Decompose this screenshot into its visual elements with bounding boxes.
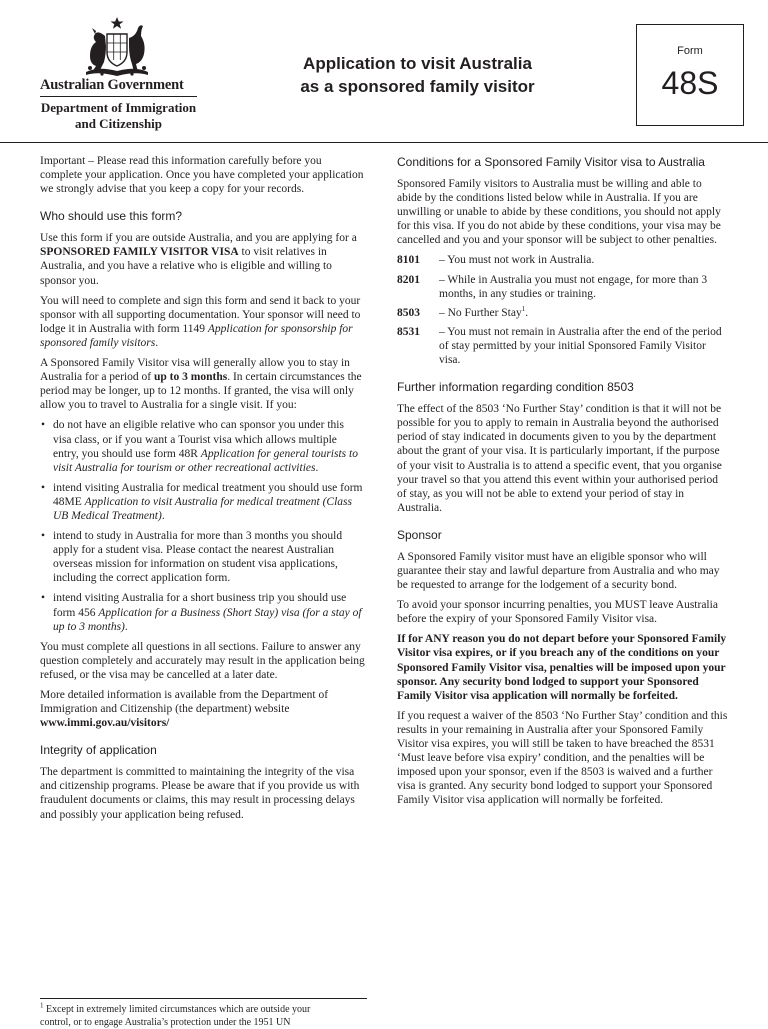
- bullet-icon: •: [41, 530, 46, 543]
- form-48r-title: Application for general tourists to visit Australia for tourism or other recreational activities: [53, 447, 358, 474]
- condition-code: 8531: [397, 325, 420, 338]
- sponsor-heading: Sponsor: [397, 527, 442, 542]
- condition-text: – You must not work in Australia.: [439, 254, 595, 267]
- list-item-end: .: [124, 620, 128, 633]
- more-info-paragraph: [40, 688, 365, 730]
- condition-code: 8201: [397, 273, 420, 286]
- left-column: [40, 154, 365, 828]
- form-title: [270, 52, 565, 98]
- list-item: [40, 481, 365, 523]
- who-heading: Who should use this form?: [40, 209, 183, 224]
- visa-name-bold: SPONSORED FAMILY VISITOR VISA: [40, 246, 239, 259]
- form-title-line-1: Application to visit Australia: [303, 54, 532, 73]
- who-p1-text: Use this form if you are outside Australia, and you are applying for a: [40, 232, 357, 245]
- waiver-paragraph: If you request a waiver of the 8503 ‘No Further Stay’ condition and this results in your remaining in Australia after your Sponsored Family Visitor visa expires, you will still be taken to have breached the 8531 ‘Must leave before visa expiry’ condition, and the penalties will be imposed upon your sponsor, even if the 8503 is waived and a further visa is granted. Any security bond lodged to support your Sponsored Family Visitor visa application will normally be forfeited.: [397, 709, 728, 807]
- list-item: [40, 418, 365, 474]
- footnote-line-2: control, or to engage Australia’s protection under the 1951 UN: [40, 1017, 291, 1028]
- intro-paragraph: Important – Please read this information carefully before you complete your application. Once you have completed your application we strongly advise that you keep a copy for your records.: [40, 155, 364, 196]
- further-info-heading: Further information regarding condition 8503: [397, 380, 634, 395]
- who-paragraph-3: [40, 356, 365, 412]
- form-number: 48S: [661, 65, 719, 101]
- who-paragraph-2: [40, 294, 365, 350]
- department-name-line-1: Department of Immigration: [40, 100, 197, 115]
- condition-code: 8101: [397, 254, 420, 267]
- footnote-text-1: Except in extremely limited circumstances which are outside your: [43, 1004, 311, 1015]
- condition-text: – While in Australia you must not engage, for more than 3 months, in any studies or training.: [439, 273, 708, 300]
- form-456-title: Application for a Business (Short Stay) visa (for a stay of up to 3 months): [53, 606, 362, 633]
- alternative-forms-list: [40, 418, 365, 633]
- list-item-end: .: [315, 461, 319, 474]
- stay-period-bold: up to 3 months: [154, 371, 228, 384]
- list-item: [40, 529, 365, 585]
- form-48me-title: Application to visit Australia for medical treatment (Class UB Medical Treatment): [53, 495, 352, 522]
- condition-8531: [397, 325, 729, 367]
- condition-text: – No Further Stay: [439, 306, 522, 319]
- bullet-icon: •: [41, 481, 46, 494]
- who-p3-text: A Sponsored Family Visitor visa will generally allow you to stay in Australia for a period of: [40, 357, 350, 384]
- form-title-line-2: as a sponsored family visitor: [300, 77, 535, 96]
- sponsor-warning-paragraph: If for ANY reason you do not depart before your Sponsored Family Visitor visa expires, or if you breach any of the conditions on your Sponsored Family Visitor visa, penalties will be imposed upon your sponsor. Any security bond lodged to support your Sponsored Family Visitor visa application will normally be forfeited.: [397, 633, 727, 702]
- header-rule: [0, 142, 768, 143]
- government-rule: [40, 96, 197, 97]
- condition-8101: [397, 253, 729, 267]
- footnote: [40, 1003, 370, 1029]
- bullet-icon: •: [41, 592, 46, 605]
- coat-of-arms-icon: [78, 16, 156, 78]
- sponsor-paragraph-2: To avoid your sponsor incurring penalties, you MUST leave Australia before the expiry of your Sponsored Family Visitor visa.: [397, 599, 718, 626]
- list-item-text: intend visiting Australia for medical treatment you should use form 48ME: [53, 481, 363, 508]
- form-label: Form: [677, 45, 703, 57]
- who-paragraph-1: [40, 231, 365, 287]
- who-p3-text-end: . In certain circumstances the period may be longer, up to 12 months. If granted, the visa will only allow you to travel to Australia for a single visit. If you:: [40, 371, 362, 412]
- integrity-heading: Integrity of application: [40, 743, 157, 758]
- condition-code: 8503: [397, 306, 420, 319]
- footnote-line-1: [40, 1003, 370, 1016]
- who-p2-text: You will need to complete and sign this form and send it back to your sponsor with all supporting documentation. Your sponsor will need to lodge it in Australia with form 1149: [40, 294, 361, 335]
- complete-questions-paragraph: You must complete all questions in all sections. Failure to answer any question completely and accurately may result in the application being refused, or the visa may be cancelled at a later date.: [40, 640, 365, 681]
- footnote-marker: 1: [521, 304, 526, 313]
- condition-8201: [397, 273, 729, 301]
- page-header: [0, 0, 768, 140]
- conditions-paragraph: Sponsored Family visitors to Australia must be willing and able to abide by the conditions listed below while in Australia. If you are unwilling or unable to abide by these conditions, you should not apply for this visa. If you do not abide by these conditions, your visa may be cancelled and you and your sponsor will be subject to other penalties.: [397, 178, 721, 247]
- who-p1-text-end: to visit relatives in Australia, and you have a relative who is eligible and willing to sponsor you.: [40, 246, 332, 287]
- condition-8503: [397, 306, 729, 320]
- immi-website-link[interactable]: www.immi.gov.au/visitors/: [40, 717, 170, 730]
- list-item-end: .: [161, 509, 165, 522]
- government-name: Australian Government: [40, 77, 184, 93]
- right-column: [397, 154, 729, 813]
- further-info-paragraph: The effect of the 8503 ‘No Further Stay’ condition is that it will not be possible for you to apply to remain in Australia beyond the authorised period of stay indicated in documents given to you by the department about the grant of your visa. It is particularly important, if the purpose of your visit to Australia is to attend a specific event, that you organise your travel so that you attend this event within your authorised period of stay, as you will not be able to extend your period of stay in Australia.: [397, 403, 722, 514]
- form-number-box: [636, 24, 744, 126]
- list-item-text: intend visiting Australia for a short business trip you should use form 456: [53, 592, 347, 619]
- department-name-line-2: and Citizenship: [74, 116, 163, 131]
- more-info-text: More detailed information is available from the Department of Immigration and Citizenship (the department) website: [40, 689, 329, 716]
- integrity-paragraph: The department is committed to maintaining the integrity of the visa and citizenship programs. Please be aware that if you provide us with fraudulent documents or claims, this may result in processing delays and possibly your application being refused.: [40, 766, 360, 821]
- condition-text-end: .: [525, 306, 529, 319]
- who-p2-text-end: .: [155, 336, 159, 349]
- footnote-marker: 1: [40, 1001, 44, 1010]
- condition-text: – You must not remain in Australia after the end of the period of stay permitted by your initial Sponsored Family Visitor visa.: [439, 325, 722, 367]
- conditions-heading: Conditions for a Sponsored Family Visitor visa to Australia: [397, 155, 705, 169]
- footnote-rule: [40, 998, 367, 999]
- condition-text-wrap: [439, 306, 729, 320]
- bullet-icon: •: [41, 419, 46, 432]
- list-item-text: do not have an eligible relative who can sponsor you under this visa class, or if you want a Tourist visa which allows multiple entry, you should use form 48R: [53, 419, 344, 460]
- form-1149-title: Application for sponsorship for sponsored family visitors: [40, 322, 353, 349]
- list-item-text: intend to study in Australia for more than 3 months you should apply for a student visa. Please contact the nearest Australian overseas mission for information on student visa applications, including the correct application form.: [53, 530, 343, 585]
- list-item: [40, 591, 365, 633]
- sponsor-paragraph-1: A Sponsored Family visitor must have an eligible sponsor who will guarantee their stay and lawful departure from Australia and who may be requested to arrange for the lodgement of a security bond.: [397, 550, 720, 592]
